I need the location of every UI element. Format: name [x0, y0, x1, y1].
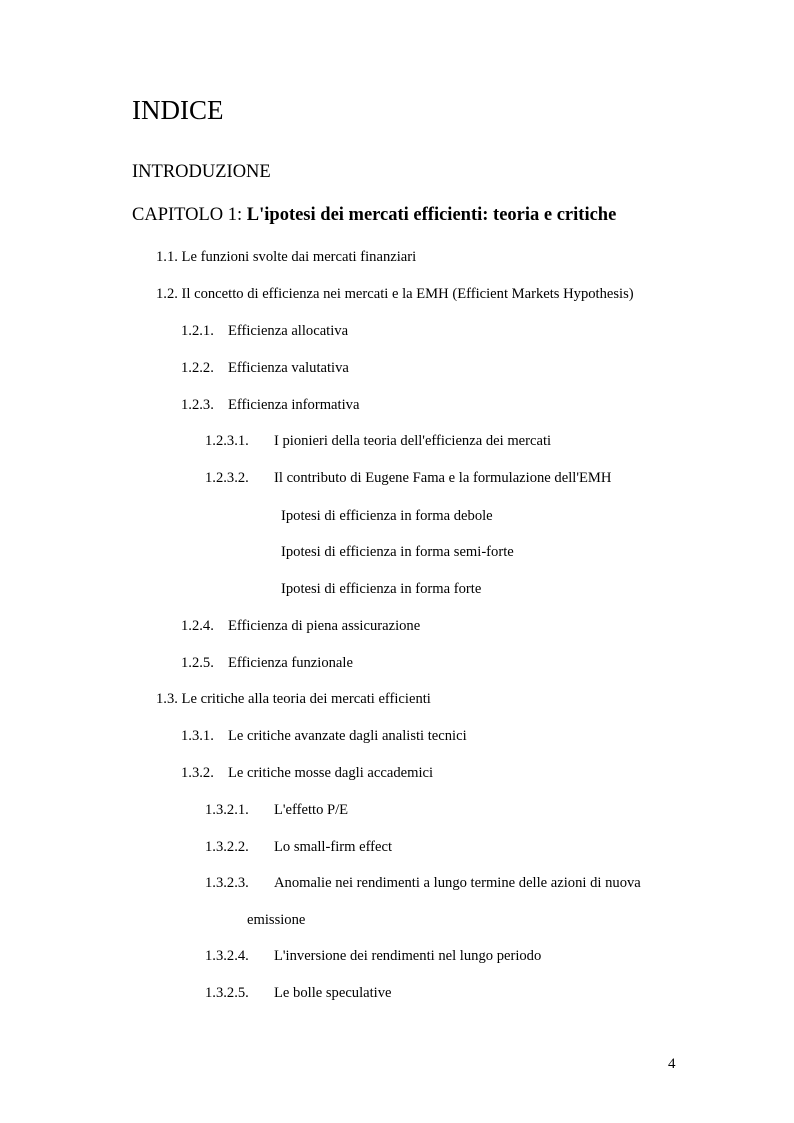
toc-introduction: INTRODUZIONE	[132, 162, 271, 182]
toc-entry	[205, 468, 611, 488]
toc-entry	[181, 321, 348, 341]
toc-entry-text: L'effetto P/E	[274, 802, 349, 818]
toc-entry-number: 1.3.1.	[181, 728, 214, 744]
toc-entry-text: I pionieri della teoria dell'efficienza dei mercati	[274, 433, 552, 449]
toc-entry-text: Il concetto di efficienza nei mercati e la EMH (Efficient Markets Hypothesis)	[181, 286, 634, 302]
toc-entry-text: Anomalie nei rendimenti a lungo termine delle azioni di nuova	[274, 875, 641, 891]
toc-entry	[181, 616, 420, 636]
toc-entry	[205, 873, 641, 893]
toc-entry-number: 1.2.3.1.	[205, 433, 249, 449]
toc-entry	[281, 542, 514, 562]
toc-entry-number: 1.3.2.2.	[205, 839, 249, 855]
toc-entry-number: 1.2.4.	[181, 618, 214, 634]
toc-entry-text: L'inversione dei rendimenti nel lungo periodo	[274, 948, 542, 964]
toc-entry	[205, 983, 392, 1003]
toc-entry-text: Efficienza allocativa	[228, 323, 349, 339]
toc-entry	[205, 431, 551, 451]
toc-entry	[181, 395, 359, 415]
toc-entry	[181, 763, 433, 783]
toc-entry	[156, 247, 416, 267]
toc-entry-number: 1.3.2.	[181, 765, 214, 781]
toc-entry-text: Efficienza funzionale	[228, 655, 353, 671]
toc-entry-number: 1.3.	[156, 691, 178, 707]
toc-entry-number: 1.2.5.	[181, 655, 214, 671]
toc-entry-text: Efficienza di piena assicurazione	[228, 618, 421, 634]
toc-entry-number: 1.2.2.	[181, 360, 214, 376]
toc-entry-number: 1.3.2.4.	[205, 948, 249, 964]
toc-entry	[156, 689, 431, 709]
toc-entry-text: Le critiche mosse dagli accademici	[228, 765, 434, 781]
page-number: 4	[668, 1056, 676, 1072]
toc-entry-text: Ipotesi di efficienza in forma semi-forte	[281, 544, 514, 560]
toc-entry-text: Efficienza valutativa	[228, 360, 349, 376]
toc-entry	[205, 946, 541, 966]
toc-entry-text: Ipotesi di efficienza in forma debole	[281, 508, 493, 524]
toc-entry-number: 1.2.3.	[181, 397, 214, 413]
toc-entry	[281, 506, 493, 526]
toc-entry	[181, 726, 467, 746]
toc-entry-number: 1.3.2.1.	[205, 802, 249, 818]
toc-entry-text: Efficienza informativa	[228, 397, 360, 413]
toc-entry-number: 1.3.2.3.	[205, 875, 249, 891]
toc-entry	[181, 358, 349, 378]
toc-entry-text: Le bolle speculative	[274, 985, 392, 1001]
toc-entry-number: 1.3.2.5.	[205, 985, 249, 1001]
toc-entry-text: Lo small-firm effect	[274, 839, 393, 855]
toc-chapter-1	[132, 205, 616, 225]
toc-entry	[205, 837, 392, 857]
toc-entry-text: emissione	[247, 912, 306, 928]
toc-entry	[281, 579, 481, 599]
toc-entry-number: 1.1.	[156, 249, 178, 265]
toc-entry-continuation	[247, 910, 305, 930]
page-title: INDICE	[132, 95, 224, 125]
toc-entry-number: 1.2.	[156, 286, 178, 302]
toc-entry-number: 1.2.1.	[181, 323, 214, 339]
toc-entry-text: Il contributo di Eugene Fama e la formulazione dell'EMH	[274, 470, 612, 486]
toc-entry	[181, 653, 353, 673]
toc-entry	[156, 284, 634, 304]
toc-entry-text: Le critiche alla teoria dei mercati efficienti	[181, 691, 431, 707]
chapter-title: L'ipotesi dei mercati efficienti: teoria e critiche	[246, 205, 617, 225]
toc-entry-number: 1.2.3.2.	[205, 470, 249, 486]
toc-entry-text: Ipotesi di efficienza in forma forte	[281, 581, 482, 597]
toc-entry-text: Le critiche avanzate dagli analisti tecnici	[228, 728, 467, 744]
toc-entry	[205, 800, 348, 820]
toc-entry-text: Le funzioni svolte dai mercati finanziari	[181, 249, 417, 265]
chapter-label: CAPITOLO 1:	[132, 205, 243, 225]
